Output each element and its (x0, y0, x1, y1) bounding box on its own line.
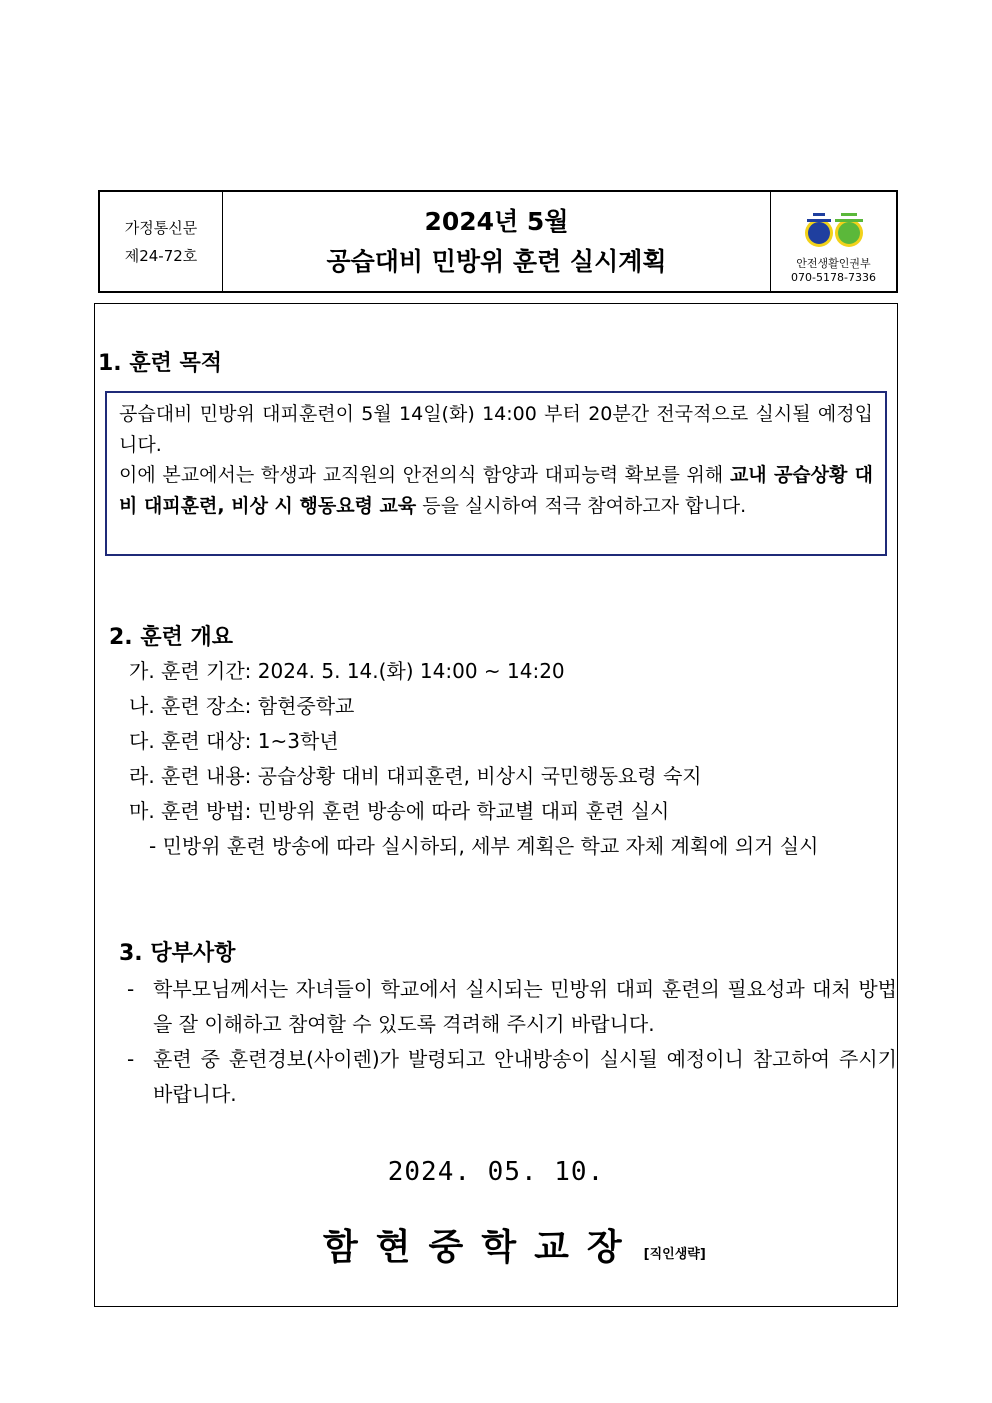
section-2-title: 2. 훈련 개요 (109, 625, 233, 650)
principal-signature: 함현중학교장 (323, 1226, 640, 1268)
purpose-highlight-3: 교내 공습상황 대비 대피훈련, 비상 시 행동요령 교육 (119, 464, 873, 517)
overview-item-place: 나. 훈련 장소: 함현중학교 (129, 694, 355, 718)
department-phone: 070-5178-7336 (791, 271, 876, 284)
section-3-title: 3. 당부사항 (119, 941, 236, 966)
title-line-2: 공습대비 민방위 훈련 실시계획 (326, 246, 667, 276)
notice-header (98, 190, 898, 293)
section-1-title: 1. 훈련 목적 (98, 351, 222, 376)
notice-body (94, 303, 898, 1307)
note-item (127, 1042, 897, 1112)
overview-list (129, 654, 818, 864)
purpose-highlight-1: 공습대비 민방위 대피훈련 (119, 403, 336, 425)
purpose-text-3: 이에 본교에서는 학생과 교직원의 안전의식 함양과 대피능력 확보를 위해 (119, 464, 730, 486)
note-dash: - (127, 1047, 135, 1071)
overview-item-target: 다. 훈련 대상: 1~3학년 (129, 729, 339, 753)
purpose-text-4: 등을 실시하여 적극 참여하고자 합니다. (416, 494, 747, 517)
overview-item-period: 가. 훈련 기간: 2024. 5. 14.(화) 14:00 ~ 14:20 (129, 659, 565, 683)
overview-sub-item: - 민방위 훈련 방송에 따라 실시하되, 세부 계획은 학교 자체 계획에 의거 실시 (149, 834, 819, 858)
notice-type: 가정통신문 (124, 218, 198, 237)
notice-info (100, 192, 223, 291)
overview-item-method: 마. 훈련 방법: 민방위 훈련 방송에 따라 학교별 대피 훈련 실시 (129, 799, 670, 823)
title-line-1: 2024년 5월 (424, 206, 569, 236)
purpose-text-1: 이 5월 14일(화) 14:00 부터 (335, 403, 589, 425)
purpose-highlight-2: 20분간 (588, 403, 650, 425)
purpose-box (105, 391, 887, 556)
notice-date: 2024. 05. 10. (387, 1157, 605, 1187)
note-text: 학부모님께서는 자녀들이 학교에서 실시되는 민방위 대피 훈련의 필요성과 대처 방법을 잘 이해하고 참여할 수 있도록 격려해 주시기 바랍니다. (153, 977, 897, 1036)
note-item (127, 972, 897, 1042)
notes-list (127, 972, 897, 1112)
signature-block (323, 1219, 706, 1270)
department-name: 안전생활인권부 (796, 257, 871, 270)
department-info (770, 192, 896, 291)
purpose-paragraph-2 (119, 460, 873, 521)
notice-title (223, 192, 770, 291)
overview-item-content: 라. 훈련 내용: 공습상황 대비 대피훈련, 비상시 국민행동요령 숙지 (129, 764, 702, 788)
note-text: 훈련 중 훈련경보(사이렌)가 발령되고 안내방송이 실시될 예정이니 참고하여 주시기 바랍니다. (153, 1047, 897, 1106)
purpose-paragraph-1 (119, 399, 873, 460)
notice-number: 제24-72호 (124, 246, 198, 265)
stamp-note: [직인생략] (643, 1247, 706, 1262)
purpose-text-2: 전국적으로 실시될 예정입니다. (119, 403, 873, 456)
school-logo-icon (799, 211, 869, 251)
note-dash: - (127, 977, 135, 1001)
